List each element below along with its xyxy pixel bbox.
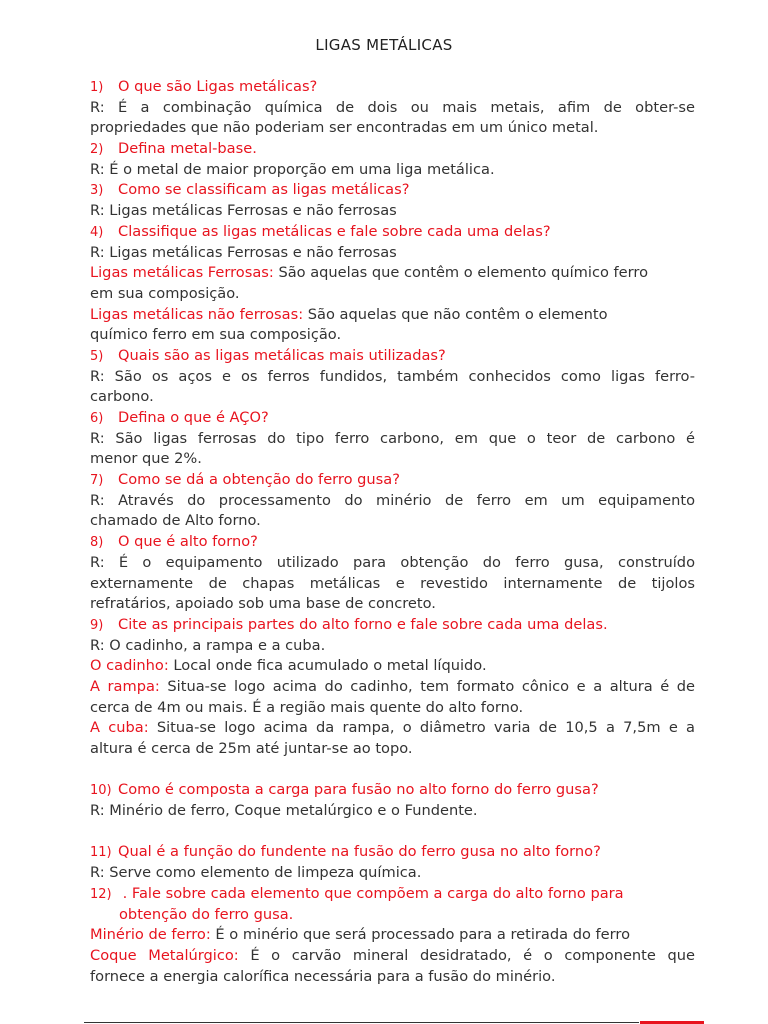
answer-2: R: É o metal de maior proporção em uma liga metálica. — [90, 160, 495, 178]
question-1: 1) O que são Ligas metálicas? — [90, 78, 318, 95]
definition-cuba-line-1: A cuba: Situa-se logo acima da rampa, o diâmetro varia de 10,5 a 7,5m e a — [90, 719, 695, 737]
question-9: 9) Cite as principais partes do alto forno e fale sobre cada uma delas. — [90, 615, 608, 633]
definition-nao-ferrosas-line-2: químico ferro em sua composição. — [90, 326, 342, 344]
question-12-line-1: 12) . Fale sobre cada elemento que compõem a carga do alto forno para — [90, 884, 624, 902]
answer-8-line-2: externamente de chapas metálicas e revestido internamente de tijolos — [90, 574, 695, 592]
answer-9: R: O cadinho, a rampa e a cuba. — [90, 636, 326, 654]
answer-1-line-2: propriedades que não poderiam ser encontradas em um único metal. — [90, 119, 599, 137]
question-5: 5) Quais são as ligas metálicas mais utilizadas? — [90, 346, 446, 364]
definition-nao-ferrosas-line-1: Ligas metálicas não ferrosas: São aquelas que não contêm o elemento — [90, 305, 608, 323]
definition-ferrosas-line-1: Ligas metálicas Ferrosas: São aquelas que contêm o elemento químico ferro — [90, 264, 648, 282]
answer-8-line-1: R: É o equipamento utilizado para obtenção do ferro gusa, construído — [90, 553, 695, 571]
footer-rule — [84, 1022, 639, 1023]
answer-11: R: Serve como elemento de limpeza química. — [90, 864, 422, 882]
question-2: 2) Defina metal-base. — [90, 140, 257, 158]
answer-7-line-2: chamado de Alto forno. — [90, 512, 261, 530]
document-body — [90, 77, 695, 987]
answer-3: R: Ligas metálicas Ferrosas e não ferrosas — [90, 202, 397, 220]
question-11: 11) Qual é a função do fundente na fusão do ferro gusa no alto forno? — [90, 843, 601, 861]
definition-cadinho: O cadinho: Local onde fica acumulado o metal líquido. — [90, 657, 487, 675]
answer-1-line-1: R: É a combinação química de dois ou mais metais, afim de obter-se — [90, 98, 695, 116]
question-3: 3) Como se classificam as ligas metálicas? — [90, 181, 410, 199]
answer-6-line-1: R: São ligas ferrosas do tipo ferro carbono, em que o teor de carbono é — [90, 429, 695, 447]
definition-coque-line-1: Coque Metalúrgico: É o carvão mineral desidratado, é o componente que — [90, 946, 695, 964]
answer-5-line-1: R: São os aços e os ferros fundidos, também conhecidos como ligas ferro- — [90, 367, 695, 385]
answer-7-line-1: R: Através do processamento do minério de ferro em um equipamento — [90, 491, 695, 509]
answer-4: R: Ligas metálicas Ferrosas e não ferrosas — [90, 243, 397, 261]
question-4: 4) Classifique as ligas metálicas e fale sobre cada uma delas? — [90, 222, 551, 240]
definition-minerio: Minério de ferro: É o minério que será processado para a retirada do ferro — [90, 926, 630, 944]
definition-rampa-line-1: A rampa: Situa-se logo acima do cadinho, tem formato cônico e a altura é de — [90, 677, 696, 695]
question-8: 8) O que é alto forno? — [90, 533, 258, 551]
answer-10: R: Minério de ferro, Coque metalúrgico e o Fundente. — [90, 802, 478, 820]
definition-rampa-line-2: cerca de 4m ou mais. É a região mais quente do alto forno. — [90, 698, 524, 716]
question-10: 10) Como é composta a carga para fusão no alto forno do ferro gusa? — [90, 781, 599, 799]
question-6: 6) Defina o que é AÇO? — [90, 409, 269, 426]
question-7: 7) Como se dá a obtenção do ferro gusa? — [90, 471, 400, 489]
definition-ferrosas-line-2: em sua composição. — [90, 284, 240, 302]
definition-cuba-line-2: altura é cerca de 25m até juntar-se ao topo. — [90, 740, 413, 757]
page-title: LIGAS METÁLICAS — [315, 36, 453, 54]
answer-6-line-2: menor que 2%. — [90, 450, 202, 468]
question-12-line-2: obtenção do ferro gusa. — [119, 905, 294, 923]
answer-8-line-3: refratários, apoiado sob uma base de concreto. — [90, 595, 436, 613]
answer-5-line-2: carbono. — [90, 388, 154, 406]
definition-coque-line-2: fornece a energia calorífica necessária para a fusão do minério. — [90, 967, 556, 985]
